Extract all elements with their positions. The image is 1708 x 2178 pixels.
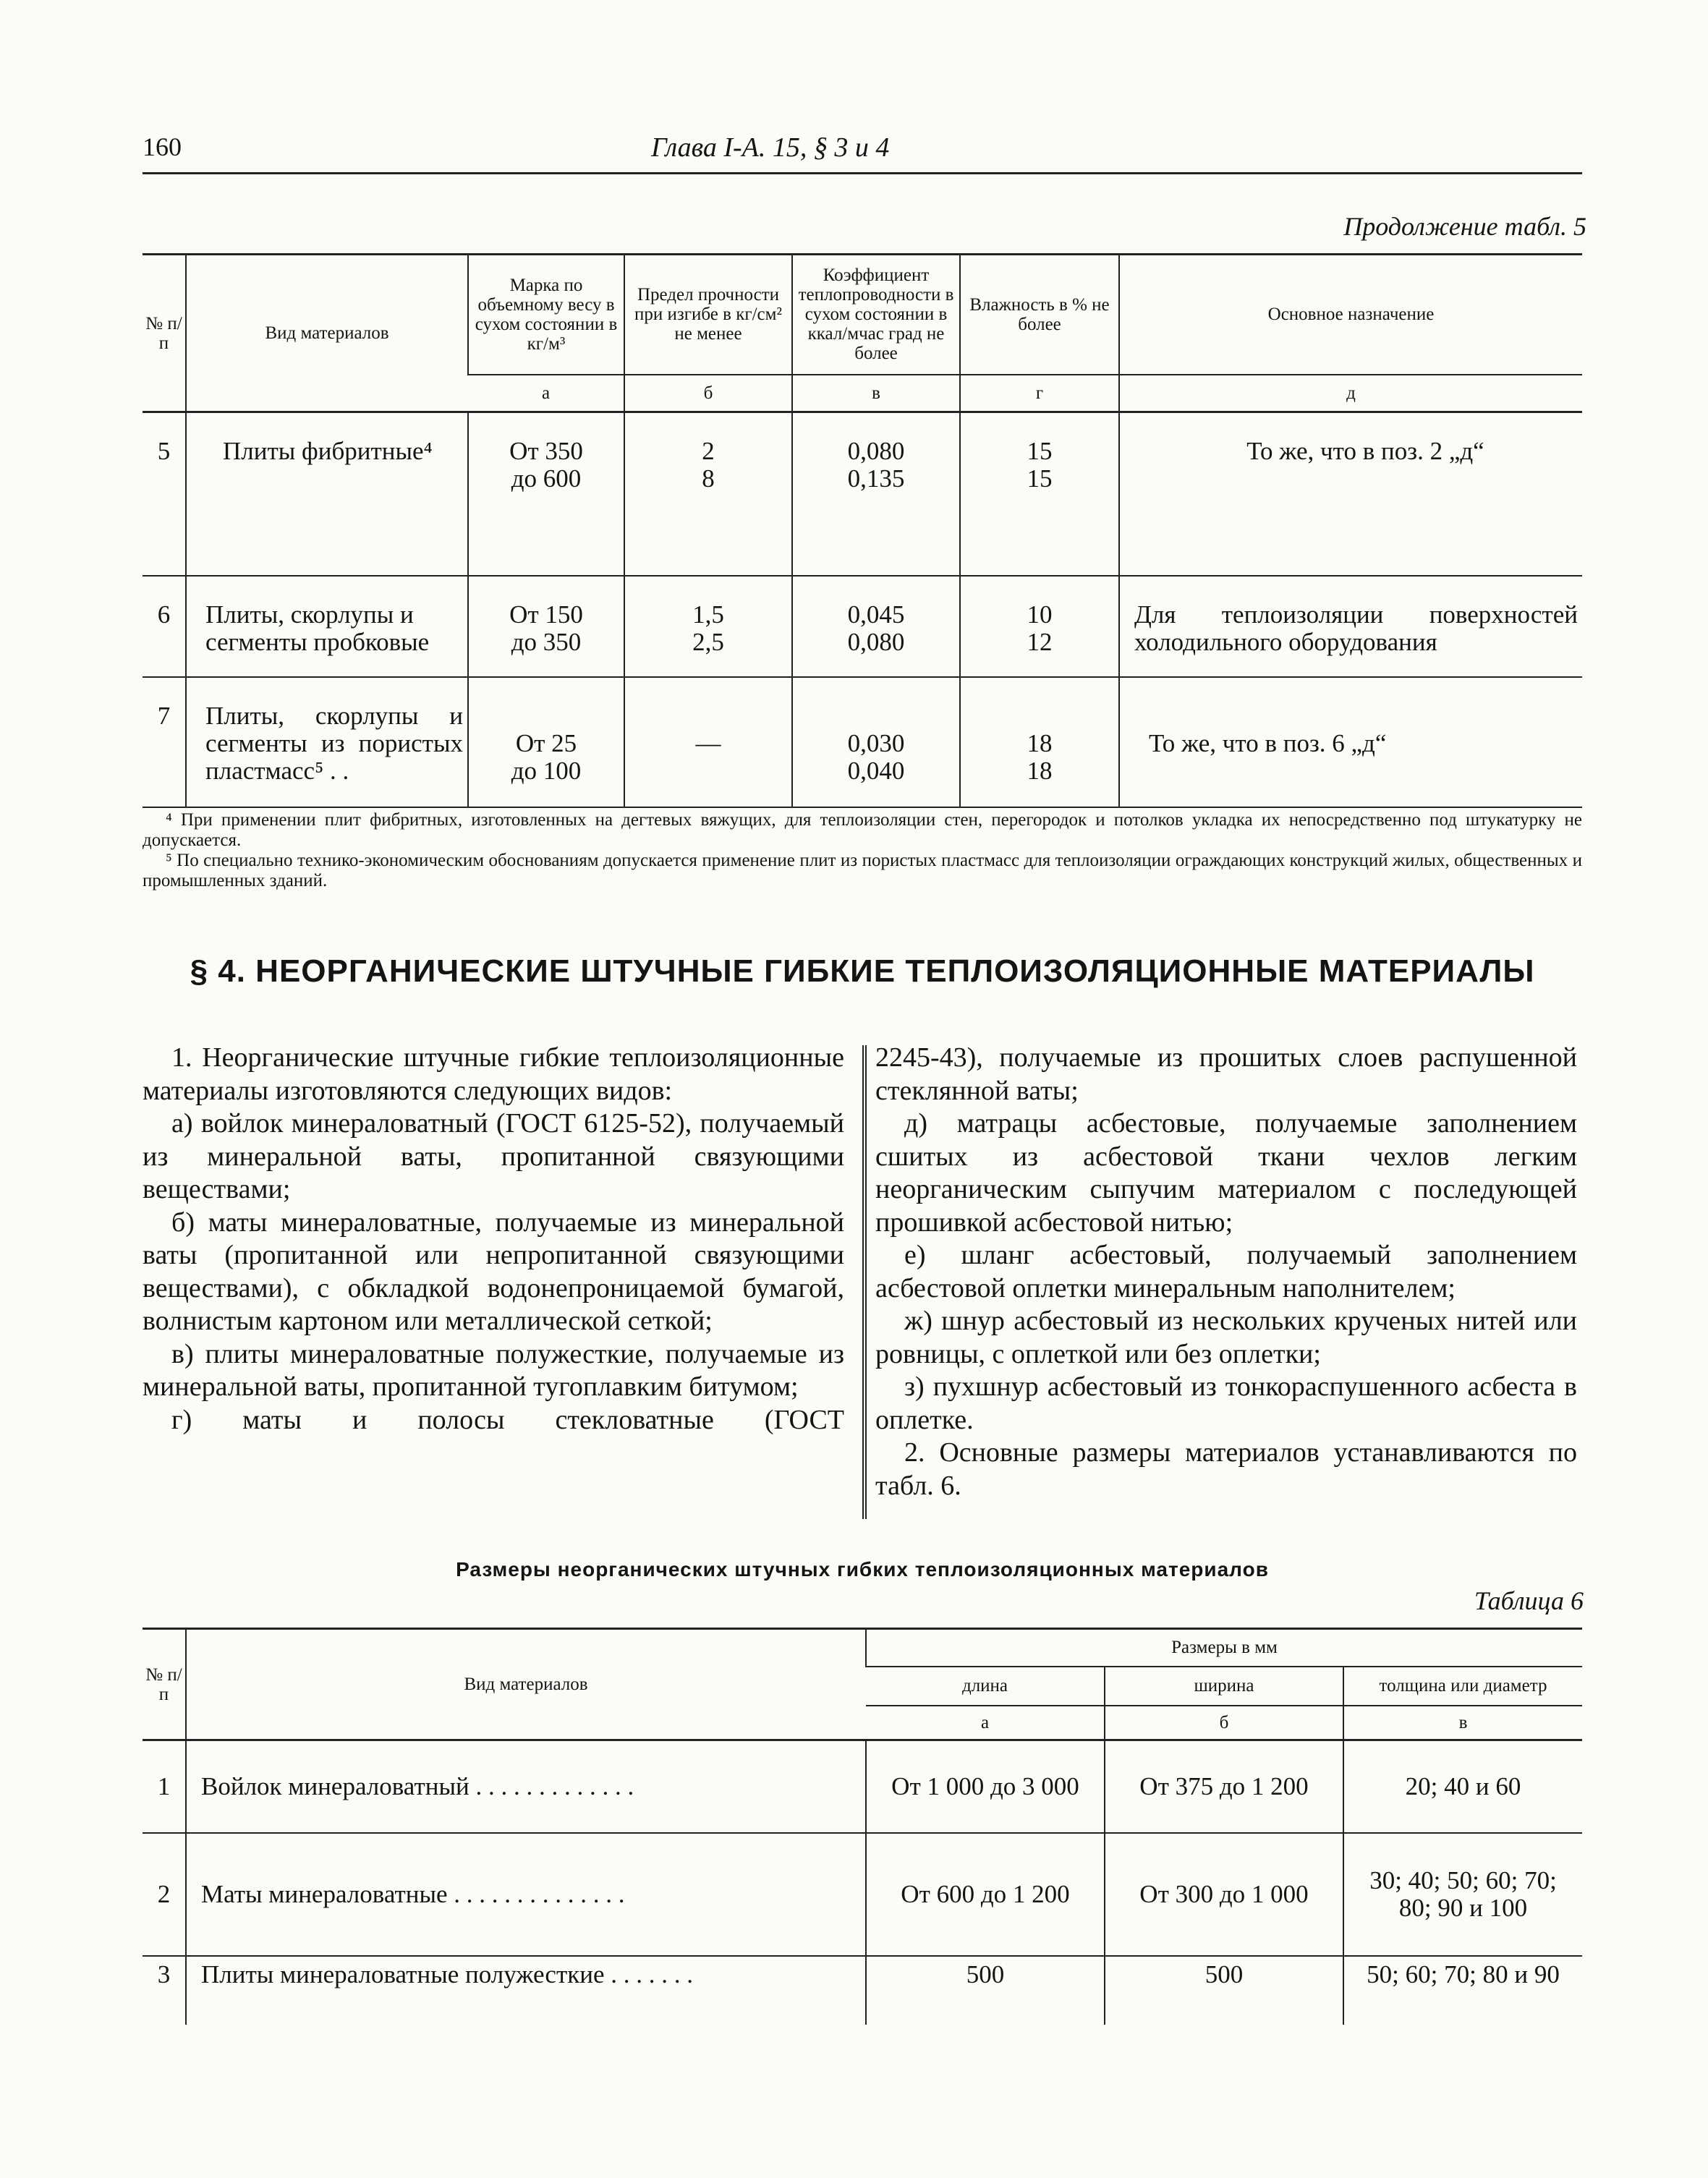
table5-header-row [143,255,1582,375]
table5-header-a: Марка по объемному весу в сухом состоянии в кг/м³ [468,255,624,375]
paragraph: д) матрацы асбестовые, получаемые заполнением сшитых из асбестовой ткани чехлов легким неорганическим сыпучим материалом с последующей прошивкой асбестовой нитью; [875,1108,1577,1238]
table5-letter-e: д [1119,375,1582,412]
table5-letter-d: г [960,375,1119,412]
table5-cell-e: То же, что в поз. 6 „д“ [1119,677,1582,807]
table5-cell-d: 10 12 [960,576,1119,677]
table6-cell-thickness: 50; 60; 70; 80 и 90 [1343,1956,1582,2025]
table6-letter-a: а [866,1706,1105,1740]
table5-cell-b: 2 8 [624,412,792,576]
table5-row [143,677,1582,807]
table5-cell-material: Плиты, скорлупы и сегменты пробковые [186,576,468,677]
table6-cell-material: Плиты минераловатные полужесткие . . . . . . . [186,1956,866,2025]
table6-header-length: длина [866,1667,1105,1706]
table5-header-material: Вид материалов [186,255,468,412]
table6 [143,1628,1582,2025]
table5-header-b: Предел прочности при изгибе в кг/см² не менее [624,255,792,375]
table5 [143,253,1582,808]
body-left-column [143,1042,844,1437]
table6-caption: Размеры неорганических штучных гибких теплоизоляционных материалов [456,1558,1269,1581]
table6-cell-width: От 375 до 1 200 [1105,1740,1343,1833]
table5-letter-a: а [468,375,624,412]
header-rule [143,172,1582,174]
table6-header-sizes: Размеры в мм [866,1629,1582,1667]
paragraph: б) маты минераловатные, получаемые из минеральной ваты (пропитанной или непропитанной связующими веществами), с обкладкой водонепроницаемой бумагой, волнистым картоном или металлической сеткой; [143,1207,844,1336]
table5-cell-d: 15 15 [960,412,1119,576]
table5-cell-num: 5 [143,412,186,576]
table6-header-material: Вид материалов [186,1629,866,1740]
table5-cell-e: Для теплоизоляции поверхностей холодильного оборудования [1119,576,1582,677]
table5-cell-c: 0,030 0,040 [792,677,960,807]
table6-cell-num: 3 [157,1960,171,1988]
table5-continuation: Продолжение табл. 5 [1343,212,1586,241]
table5-cell-a: От 150 до 350 [468,576,624,677]
table6-header-num: № п/п [143,1629,186,1740]
column-divider [862,1045,867,1519]
paragraph: е) шланг асбестовый, получаемый заполнением асбестовой оплетки минеральным наполнителем; [875,1240,1577,1303]
table5-header-c: Коэффициент теплопроводности в сухом состоянии в ккал/мчас град не более [792,255,960,375]
footnote-4: ⁴ При применении плит фибритных, изготовленных на дегтевых вяжущих, для теплоизоляции стен, перегородок и потолков укладка их непосредственно под штукатурку не допускается. [143,810,1582,850]
table6-letter-c: в [1343,1706,1582,1740]
table5-cell-a: От 350 до 600 [468,412,624,576]
table5-cell-material: Плиты, скорлупы и сегменты из пористых пластмасс⁵ . . [186,677,468,807]
table5-cell-a: От 25 до 100 [468,677,624,807]
table6-header-width: ширина [1105,1667,1343,1706]
table6-cell-num: 1 [143,1740,186,1833]
table5-cell-b: 1,5 2,5 [624,576,792,677]
table5-cell-b: — [624,677,792,807]
table6-cell-material: Войлок минераловатный . . . . . . . . . . . . . [186,1740,866,1833]
table6-header-row [143,1629,1582,1667]
table6-header-thickness: толщина или диаметр [1343,1667,1582,1706]
table5-cell-num: 6 [143,576,186,677]
table6-cell-width: От 300 до 1 000 [1105,1833,1343,1956]
table6-label: Таблица 6 [1474,1586,1584,1615]
paragraph: а) войлок минераловатный (ГОСТ 6125-52), получаемый из минеральной ваты, пропитанной связующими веществами; [143,1108,844,1204]
paragraph: 1. Неорганические штучные гибкие теплоизоляционные материалы изготовляются следующих видов: [143,1042,844,1106]
table6-cell-length: От 1 000 до 3 000 [866,1740,1105,1833]
table5-cell-c: 0,080 0,135 [792,412,960,576]
table5-cell-material: Плиты фибритные⁴ [186,412,468,576]
table5-header-d: Влажность в % не более [960,255,1119,375]
table5-cell-c: 0,045 0,080 [792,576,960,677]
paragraph: 2. Основные размеры материалов устанавливаются по табл. 6. [875,1437,1577,1501]
table6-cell-thickness: 20; 40 и 60 [1343,1740,1582,1833]
table5-cell-d: 18 18 [960,677,1119,807]
body-right-column [875,1042,1577,1502]
paragraph: 2245-43), получаемые из прошитых слоев распушенной стеклянной ваты; [875,1042,1577,1106]
table5-row [143,576,1582,677]
table6-letter-b: б [1105,1706,1343,1740]
table6-row [143,1740,1582,1833]
table6-row [143,1833,1582,1956]
table6-cell-width: 500 [1105,1956,1343,2025]
table6-row [143,1956,1582,2025]
paragraph: ж) шнур асбестовый из нескольких крученых нитей или ровницы, с оплеткой или без оплетки; [875,1306,1577,1369]
chapter-title: Глава I-А. 15, § 3 и 4 [651,132,890,163]
page-number: 160 [143,132,182,161]
table5-cell-num: 7 [143,677,186,807]
table5-letter-c: в [792,375,960,412]
table6-cell-thickness: 30; 40; 50; 60; 70; 80; 90 и 100 [1343,1833,1582,1956]
table5-letter-b: б [624,375,792,412]
footnote-5: ⁵ По специально технико-экономическим обоснованиям допускается применение плит из пористых пластмасс для теплоизоляции ограждающих конструкций жилых, общественных и промышленных зданий. [143,851,1582,890]
paragraph: г) маты и полосы стекловатные (ГОСТ [171,1404,844,1435]
table5-row [143,412,1582,576]
table5-cell-e: То же, что в поз. 2 „д“ [1119,412,1582,576]
table6-cell-material: Маты минераловатные . . . . . . . . . . . . . . [186,1833,866,1956]
table6-cell-num: 2 [143,1833,186,1956]
paragraph: з) пухшнур асбестовый из тонкораспушенного асбеста в оплетке. [875,1371,1577,1435]
paragraph: в) плиты минераловатные полужесткие, получаемые из минеральной ваты, пропитанной тугоплавким битумом; [143,1338,844,1402]
table5-header-e: Основное назначение [1119,255,1582,375]
table6-cell-length: 500 [866,1956,1105,2025]
table5-header-num: № п/п [143,255,186,412]
footnotes [143,810,1582,891]
section-title: § 4. НЕОРГАНИЧЕСКИЕ ШТУЧНЫЕ ГИБКИЕ ТЕПЛОИЗОЛЯЦИОННЫЕ МАТЕРИАЛЫ [190,953,1535,989]
table6-cell-length: От 600 до 1 200 [866,1833,1105,1956]
